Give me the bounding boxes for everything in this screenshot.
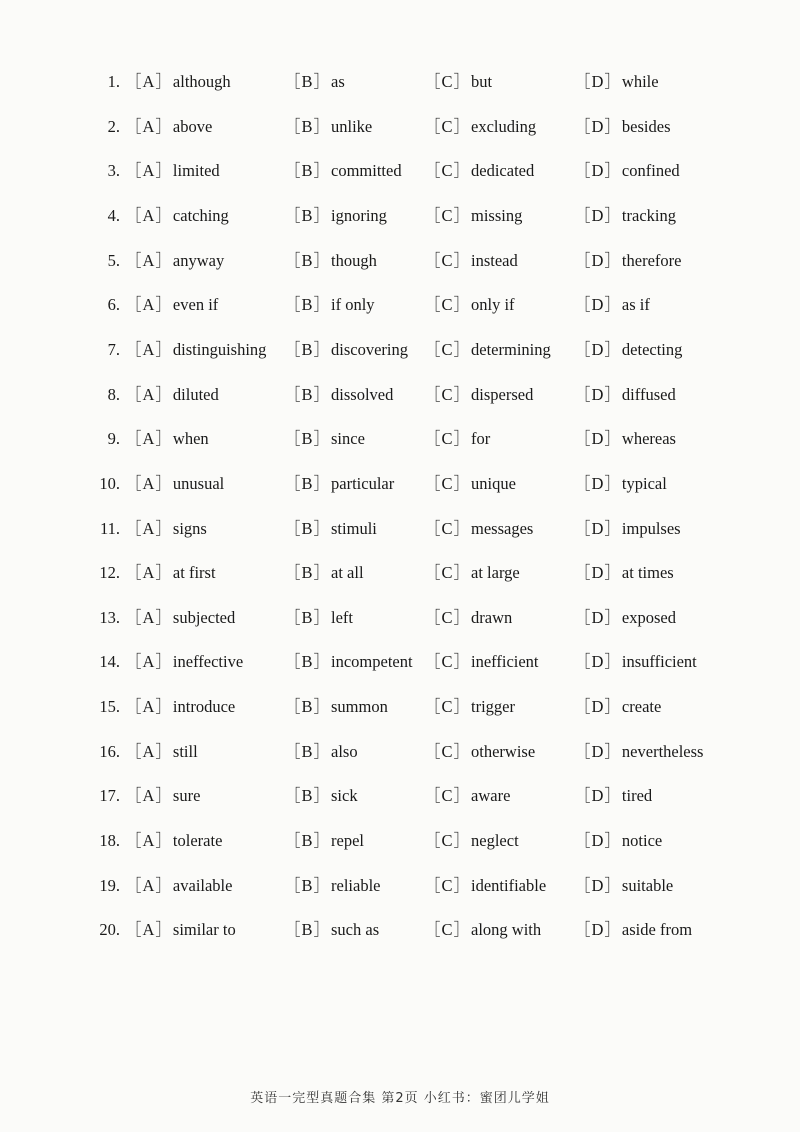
option-text: identifiable [471,876,547,895]
option-text: instead [471,251,518,270]
option-text: unique [471,474,516,493]
option-text: still [172,742,198,761]
option-text: similar to [172,920,236,939]
option-d [574,558,674,588]
option-letter: ［C］ [424,831,472,850]
option-a [125,915,236,945]
option-d [574,826,662,856]
option-text: when [172,429,209,448]
option-letter: ［C］ [424,652,472,671]
option-c [424,826,519,856]
option-text: tracking [621,206,676,225]
option-text: inefficient [471,652,539,671]
option-letter: ［C］ [424,563,472,582]
option-a [125,246,224,276]
option-letter: ［A］ [125,474,173,493]
option-letter: ［C］ [424,786,472,805]
option-letter: ［D］ [574,652,622,671]
option-letter: ［D］ [574,385,622,404]
option-text: ineffective [172,652,244,671]
question-row [0,112,800,142]
option-c [424,603,512,633]
option-letter: ［A］ [125,295,173,314]
option-text: summon [331,697,388,716]
option-text: exposed [621,608,676,627]
option-text: messages [471,519,534,538]
option-b [284,380,393,410]
option-b [284,514,377,544]
option-letter: ［D］ [574,340,622,359]
option-text: aware [471,786,511,805]
option-text: discovering [331,340,408,359]
option-letter: ［B］ [284,920,332,939]
option-text: catching [172,206,229,225]
question-number: 7. [107,340,120,359]
option-text: unlike [331,117,373,136]
option-b [284,647,413,677]
question-row [0,246,800,276]
question-row [0,335,800,365]
option-text: but [471,72,493,91]
option-text: reliable [331,876,381,895]
option-letter: ［C］ [424,117,472,136]
question-number: 4. [107,206,120,225]
option-text: otherwise [471,742,536,761]
option-letter: ［C］ [424,340,472,359]
option-b [284,424,365,454]
option-letter: ［A］ [125,652,173,671]
option-text: tired [621,786,653,805]
option-text: dedicated [471,161,535,180]
option-d [574,915,692,945]
option-text: unusual [172,474,225,493]
question-number: 5. [107,251,120,270]
option-letter: ［D］ [574,876,622,895]
question-number: 2. [107,117,120,136]
option-a [125,603,235,633]
option-text: distinguishing [172,340,267,359]
option-text: if only [331,295,375,314]
question-number: 6. [107,295,120,314]
option-a [125,737,198,767]
question-row [0,469,800,499]
option-text: trigger [471,697,515,716]
option-letter: ［C］ [424,697,472,716]
option-a [125,826,222,856]
option-text: sure [172,786,201,805]
option-c [424,290,515,320]
option-text: detecting [621,340,683,359]
option-d [574,647,697,677]
option-text: aside from [621,920,693,939]
question-row [0,603,800,633]
question-row [0,156,800,186]
option-c [424,335,551,365]
option-letter: ［B］ [284,385,332,404]
option-a [125,647,243,677]
option-b [284,335,408,365]
option-b [284,246,377,276]
option-c [424,692,515,722]
option-letter: ［B］ [284,608,332,627]
question-number: 13. [99,608,120,627]
option-letter: ［B］ [284,742,332,761]
option-letter: ［A］ [125,920,173,939]
option-a [125,156,220,186]
question-number: 8. [107,385,120,404]
question-row [0,692,800,722]
option-b [284,915,379,945]
option-c [424,67,492,97]
option-a [125,469,224,499]
option-letter: ［A］ [125,251,173,270]
option-letter: ［A］ [125,429,173,448]
option-text: although [172,72,231,91]
option-b [284,826,364,856]
option-c [424,737,535,767]
option-text: missing [471,206,523,225]
option-b [284,692,388,722]
option-a [125,424,209,454]
option-d [574,424,676,454]
option-text: diffused [621,385,676,404]
option-b [284,603,353,633]
option-letter: ［D］ [574,206,622,225]
option-b [284,737,358,767]
option-d [574,514,681,544]
option-text: nevertheless [621,742,704,761]
option-text: create [621,697,662,716]
question-number: 3. [107,161,120,180]
question-number: 18. [99,831,120,850]
option-text: left [331,608,354,627]
option-letter: ［A］ [125,831,173,850]
option-letter: ［A］ [125,786,173,805]
question-row [0,871,800,901]
option-c [424,156,534,186]
option-a [125,692,235,722]
option-letter: ［C］ [424,429,472,448]
question-row [0,424,800,454]
option-b [284,112,372,142]
option-c [424,380,533,410]
option-d [574,871,673,901]
option-a [125,67,231,97]
question-number: 1. [107,72,120,91]
option-letter: ［C］ [424,920,472,939]
option-text: for [471,429,491,448]
option-letter: ［C］ [424,251,472,270]
option-text: ignoring [331,206,387,225]
option-d [574,201,676,231]
option-letter: ［C］ [424,72,472,91]
question-number: 16. [99,742,120,761]
option-a [125,201,229,231]
option-letter: ［D］ [574,831,622,850]
option-d [574,737,703,767]
option-text: above [172,117,213,136]
option-letter: ［B］ [284,563,332,582]
question-row [0,201,800,231]
option-letter: ［A］ [125,340,173,359]
option-text: diluted [172,385,219,404]
option-c [424,558,520,588]
option-text: available [172,876,233,895]
option-a [125,112,212,142]
option-letter: ［C］ [424,161,472,180]
question-number: 9. [107,429,120,448]
option-d [574,156,680,186]
option-a [125,335,266,365]
option-d [574,112,671,142]
option-text: such as [331,920,380,939]
option-text: dispersed [471,385,534,404]
option-a [125,514,207,544]
option-text: notice [621,831,663,850]
option-letter: ［C］ [424,876,472,895]
option-d [574,603,676,633]
option-b [284,201,387,231]
option-letter: ［C］ [424,474,472,493]
option-text: as [331,72,345,91]
option-letter: ［A］ [125,876,173,895]
question-number: 17. [99,786,120,805]
option-c [424,871,546,901]
option-letter: ［D］ [574,161,622,180]
option-letter: ［B］ [284,786,332,805]
option-letter: ［A］ [125,161,173,180]
option-text: even if [172,295,219,314]
option-c [424,112,536,142]
option-letter: ［B］ [284,340,332,359]
option-text: insufficient [621,652,697,671]
question-number: 12. [99,563,120,582]
option-text: incompetent [331,652,413,671]
option-letter: ［B］ [284,474,332,493]
question-number: 10. [99,474,120,493]
option-a [125,781,200,811]
question-row [0,558,800,588]
option-text: signs [172,519,207,538]
option-letter: ［D］ [574,117,622,136]
option-letter: ［A］ [125,206,173,225]
option-letter: ［B］ [284,697,332,716]
option-c [424,201,522,231]
option-d [574,67,659,97]
option-letter: ［B］ [284,161,332,180]
question-row [0,67,800,97]
option-c [424,781,510,811]
option-text: dissolved [331,385,394,404]
option-d [574,781,652,811]
option-letter: ［C］ [424,385,472,404]
page-footer: 英语一完型真题合集 第2页 小红书：蜜团儿学姐 [250,1091,550,1106]
question-number: 14. [99,652,120,671]
option-text: while [621,72,659,91]
option-letter: ［B］ [284,652,332,671]
option-letter: ［D］ [574,697,622,716]
option-text: impulses [621,519,681,538]
option-letter: ［C］ [424,206,472,225]
question-row [0,380,800,410]
option-letter: ［B］ [284,295,332,314]
option-text: determining [471,340,551,359]
option-letter: ［B］ [284,117,332,136]
option-d [574,290,650,320]
option-letter: ［D］ [574,519,622,538]
option-c [424,424,490,454]
option-letter: ［A］ [125,385,173,404]
option-letter: ［D］ [574,742,622,761]
option-letter: ［D］ [574,474,622,493]
option-text: confined [621,161,680,180]
option-b [284,469,394,499]
option-letter: ［B］ [284,876,332,895]
option-text: particular [331,474,395,493]
option-letter: ［B］ [284,206,332,225]
option-text: at first [172,563,216,582]
option-d [574,380,676,410]
option-letter: ［A］ [125,519,173,538]
option-letter: ［D］ [574,295,622,314]
question-number: 11. [99,519,120,538]
option-a [125,558,216,588]
question-row [0,514,800,544]
option-text: neglect [471,831,519,850]
option-letter: ［A］ [125,697,173,716]
option-letter: ［D］ [574,429,622,448]
question-row [0,737,800,767]
option-b [284,871,380,901]
option-letter: ［D］ [574,563,622,582]
option-text: sick [331,786,358,805]
option-text: introduce [172,697,236,716]
question-row [0,781,800,811]
option-text: suitable [621,876,674,895]
option-b [284,67,345,97]
option-letter: ［B］ [284,831,332,850]
option-c [424,647,539,677]
question-number: 20. [99,920,120,939]
option-c [424,915,541,945]
option-text: only if [471,295,515,314]
question-number: 15. [99,697,120,716]
option-letter: ［A］ [125,742,173,761]
option-text: at large [471,563,520,582]
option-a [125,380,219,410]
question-row [0,826,800,856]
option-d [574,335,682,365]
option-c [424,469,516,499]
option-c [424,514,533,544]
option-letter: ［D］ [574,920,622,939]
option-text: limited [172,161,220,180]
option-letter: ［A］ [125,608,173,627]
option-letter: ［A］ [125,563,173,582]
option-text: since [331,429,365,448]
option-text: stimuli [331,519,377,538]
option-d [574,246,681,276]
question-row [0,290,800,320]
option-letter: ［D］ [574,786,622,805]
option-letter: ［B］ [284,72,332,91]
option-letter: ［A］ [125,117,173,136]
option-letter: ［D］ [574,608,622,627]
option-letter: ［C］ [424,608,472,627]
option-letter: ［C］ [424,742,472,761]
option-text: repel [331,831,364,850]
option-b [284,558,364,588]
option-text: also [331,742,358,761]
option-a [125,871,232,901]
option-c [424,246,518,276]
option-letter: ［C］ [424,295,472,314]
option-text: at times [621,563,674,582]
option-letter: ［D］ [574,72,622,91]
option-text: at all [331,563,364,582]
option-text: drawn [471,608,513,627]
option-letter: ［B］ [284,519,332,538]
question-number: 19. [99,876,120,895]
option-text: as if [621,295,650,314]
option-text: anyway [172,251,225,270]
option-text: though [331,251,377,270]
option-text: tolerate [172,831,223,850]
option-d [574,692,661,722]
question-row [0,915,800,945]
option-letter: ［B］ [284,429,332,448]
option-b [284,781,358,811]
option-d [574,469,667,499]
option-text: besides [621,117,671,136]
option-text: whereas [621,429,676,448]
option-b [284,290,375,320]
option-text: committed [331,161,402,180]
option-a [125,290,218,320]
option-letter: ［B］ [284,251,332,270]
option-letter: ［C］ [424,519,472,538]
option-text: excluding [471,117,537,136]
question-row [0,647,800,677]
option-letter: ［A］ [125,72,173,91]
option-b [284,156,402,186]
option-letter: ［D］ [574,251,622,270]
option-text: typical [621,474,667,493]
option-text: along with [471,920,542,939]
option-text: therefore [621,251,682,270]
option-text: subjected [172,608,236,627]
